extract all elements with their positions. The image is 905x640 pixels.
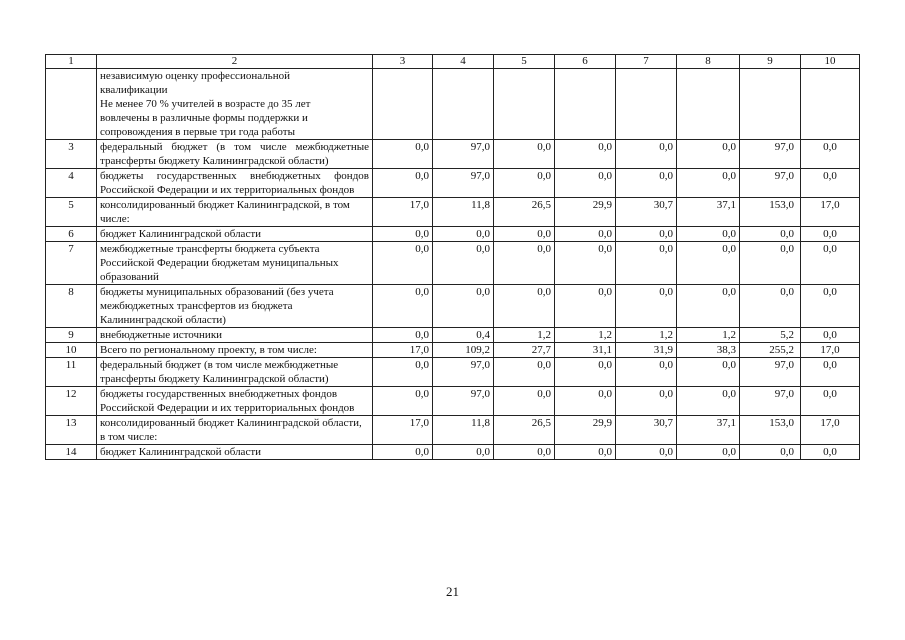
value-cell (433, 69, 494, 140)
value-cell: 0,0 (616, 387, 677, 416)
row-number-cell: 11 (46, 358, 97, 387)
value-cell: 0,0 (616, 169, 677, 198)
value-cell: 0,0 (555, 358, 616, 387)
value-cell: 0,0 (555, 227, 616, 242)
value-cell: 1,2 (494, 328, 555, 343)
value-cell: 0,0 (494, 169, 555, 198)
value-cell: 0,0 (740, 227, 801, 242)
value-cell: 0,0 (494, 140, 555, 169)
value-cell: 11,8 (433, 198, 494, 227)
continuation-line: Не менее 70 % учителей в возрасте до 35 лет (100, 98, 311, 110)
continuation-line: вовлечены в различные формы поддержки и (100, 112, 308, 124)
value-cell: 0,0 (740, 445, 801, 460)
value-cell: 17,0 (801, 343, 860, 358)
header-cell: 6 (555, 55, 616, 69)
value-cell: 0,0 (373, 227, 433, 242)
header-cell: 4 (433, 55, 494, 69)
value-cell (555, 69, 616, 140)
value-cell: 0,0 (494, 387, 555, 416)
value-cell: 0,0 (801, 358, 860, 387)
value-cell: 0,0 (373, 169, 433, 198)
value-cell: 0,0 (677, 358, 740, 387)
value-cell: 0,0 (433, 242, 494, 285)
value-cell: 31,9 (616, 343, 677, 358)
value-cell: 26,5 (494, 416, 555, 445)
row-number-cell: 3 (46, 140, 97, 169)
header-cell: 7 (616, 55, 677, 69)
continuation-row (46, 69, 860, 140)
value-cell: 0,0 (494, 285, 555, 328)
header-row (46, 55, 860, 69)
table-row (46, 445, 860, 460)
row-description-cell: бюджет Калининградской области (97, 445, 373, 460)
value-cell: 17,0 (373, 416, 433, 445)
value-cell: 0,0 (616, 242, 677, 285)
row-number-cell: 6 (46, 227, 97, 242)
table-row (46, 285, 860, 328)
value-cell: 11,8 (433, 416, 494, 445)
row-description-cell: консолидированный бюджет Калининградской, в том числе: (97, 198, 373, 227)
value-cell: 17,0 (373, 198, 433, 227)
value-cell: 31,1 (555, 343, 616, 358)
value-cell: 97,0 (433, 140, 494, 169)
value-cell: 0,0 (801, 285, 860, 328)
value-cell: 97,0 (740, 169, 801, 198)
table-body (46, 69, 860, 460)
value-cell: 0,0 (433, 445, 494, 460)
row-number-cell: 12 (46, 387, 97, 416)
value-cell: 97,0 (433, 169, 494, 198)
page-number: 21 (446, 584, 459, 599)
value-cell: 0,0 (555, 285, 616, 328)
table-row (46, 169, 860, 198)
value-cell: 0,0 (373, 285, 433, 328)
header-cell: 5 (494, 55, 555, 69)
value-cell: 0,0 (373, 358, 433, 387)
header-cell: 1 (46, 55, 97, 69)
value-cell: 0,0 (740, 242, 801, 285)
value-cell (494, 69, 555, 140)
row-number-cell: 13 (46, 416, 97, 445)
value-cell: 255,2 (740, 343, 801, 358)
continuation-line: квалификации (100, 84, 168, 96)
value-cell (373, 69, 433, 140)
row-description-cell: межбюджетные трансферты бюджета субъекта Российской Федерации бюджетам муниципальных образований (97, 242, 373, 285)
header-cell: 9 (740, 55, 801, 69)
value-cell: 29,9 (555, 416, 616, 445)
value-cell: 29,9 (555, 198, 616, 227)
value-cell: 0,0 (555, 387, 616, 416)
value-cell: 97,0 (740, 387, 801, 416)
value-cell: 0,0 (555, 140, 616, 169)
value-cell: 0,0 (373, 445, 433, 460)
value-cell: 37,1 (677, 198, 740, 227)
value-cell: 0,0 (677, 227, 740, 242)
budget-table (45, 54, 860, 460)
value-cell: 0,0 (801, 140, 860, 169)
value-cell: 97,0 (433, 387, 494, 416)
header-cell: 2 (97, 55, 373, 69)
table-row (46, 416, 860, 445)
value-cell: 0,0 (616, 227, 677, 242)
value-cell: 0,0 (677, 445, 740, 460)
value-cell: 0,0 (616, 358, 677, 387)
value-cell: 0,0 (433, 227, 494, 242)
value-cell: 0,0 (801, 445, 860, 460)
row-number-cell (46, 69, 97, 140)
value-cell: 0,0 (373, 328, 433, 343)
row-description-cell: бюджеты государственных внебюджетных фондов Российской Федерации и их территориальных фондов (97, 169, 373, 198)
row-description-cell: федеральный бюджет (в том числе межбюджетные трансферты бюджету Калининградской области) (97, 358, 373, 387)
row-description-cell: Всего по региональному проекту, в том числе: (97, 343, 373, 358)
value-cell: 0,0 (494, 227, 555, 242)
value-cell: 97,0 (740, 358, 801, 387)
value-cell: 0,0 (555, 242, 616, 285)
value-cell (801, 69, 860, 140)
value-cell: 0,0 (433, 285, 494, 328)
value-cell: 0,4 (433, 328, 494, 343)
value-cell: 17,0 (373, 343, 433, 358)
value-cell: 38,3 (677, 343, 740, 358)
row-description-cell: бюджеты государственных внебюджетных фондов Российской Федерации и их территориальных фондов (97, 387, 373, 416)
table-row (46, 242, 860, 285)
row-number-cell: 8 (46, 285, 97, 328)
row-number-cell: 4 (46, 169, 97, 198)
continuation-line: независимую оценку профессиональной (100, 70, 290, 82)
value-cell: 37,1 (677, 416, 740, 445)
row-description-cell: федеральный бюджет (в том числе межбюджетные трансферты бюджету Калининградской области) (97, 140, 373, 169)
header-cell: 10 (801, 55, 860, 69)
value-cell: 0,0 (494, 358, 555, 387)
value-cell: 1,2 (555, 328, 616, 343)
value-cell: 0,0 (677, 285, 740, 328)
value-cell: 17,0 (801, 416, 860, 445)
value-cell: 0,0 (373, 140, 433, 169)
continuation-line: сопровождения в первые три года работы (100, 126, 295, 138)
value-cell: 0,0 (677, 387, 740, 416)
value-cell: 0,0 (616, 445, 677, 460)
value-cell: 0,0 (677, 169, 740, 198)
row-number-cell: 10 (46, 343, 97, 358)
value-cell: 0,0 (677, 242, 740, 285)
value-cell: 97,0 (433, 358, 494, 387)
value-cell: 97,0 (740, 140, 801, 169)
value-cell: 153,0 (740, 198, 801, 227)
value-cell: 27,7 (494, 343, 555, 358)
value-cell: 109,2 (433, 343, 494, 358)
value-cell (740, 69, 801, 140)
table-row (46, 358, 860, 387)
row-number-cell: 14 (46, 445, 97, 460)
continuation-description (97, 69, 373, 140)
row-description-cell: бюджеты муниципальных образований (без учета межбюджетных трансфертов из бюджета Калининградской области) (97, 285, 373, 328)
header-cell: 8 (677, 55, 740, 69)
table-row (46, 140, 860, 169)
value-cell: 0,0 (801, 169, 860, 198)
value-cell: 153,0 (740, 416, 801, 445)
value-cell (616, 69, 677, 140)
value-cell: 0,0 (801, 328, 860, 343)
row-number-cell: 9 (46, 328, 97, 343)
row-description-cell: консолидированный бюджет Калининградской области, в том числе: (97, 416, 373, 445)
value-cell: 0,0 (801, 387, 860, 416)
row-number-cell: 7 (46, 242, 97, 285)
value-cell: 0,0 (740, 285, 801, 328)
row-description-cell: бюджет Калининградской области (97, 227, 373, 242)
table-row (46, 328, 860, 343)
header-cell: 3 (373, 55, 433, 69)
value-cell: 0,0 (801, 227, 860, 242)
table-row (46, 198, 860, 227)
table-row (46, 227, 860, 242)
value-cell: 26,5 (494, 198, 555, 227)
table-row (46, 387, 860, 416)
value-cell: 0,0 (555, 169, 616, 198)
value-cell: 1,2 (616, 328, 677, 343)
row-number-cell: 5 (46, 198, 97, 227)
value-cell: 5,2 (740, 328, 801, 343)
value-cell: 0,0 (801, 242, 860, 285)
value-cell: 0,0 (373, 242, 433, 285)
value-cell: 17,0 (801, 198, 860, 227)
row-description-cell: внебюджетные источники (97, 328, 373, 343)
value-cell: 0,0 (373, 387, 433, 416)
value-cell: 0,0 (616, 285, 677, 328)
value-cell: 0,0 (555, 445, 616, 460)
table-row (46, 343, 860, 358)
value-cell: 0,0 (677, 140, 740, 169)
value-cell (677, 69, 740, 140)
value-cell: 30,7 (616, 416, 677, 445)
value-cell: 0,0 (494, 242, 555, 285)
value-cell: 30,7 (616, 198, 677, 227)
value-cell: 0,0 (494, 445, 555, 460)
value-cell: 0,0 (616, 140, 677, 169)
value-cell: 1,2 (677, 328, 740, 343)
